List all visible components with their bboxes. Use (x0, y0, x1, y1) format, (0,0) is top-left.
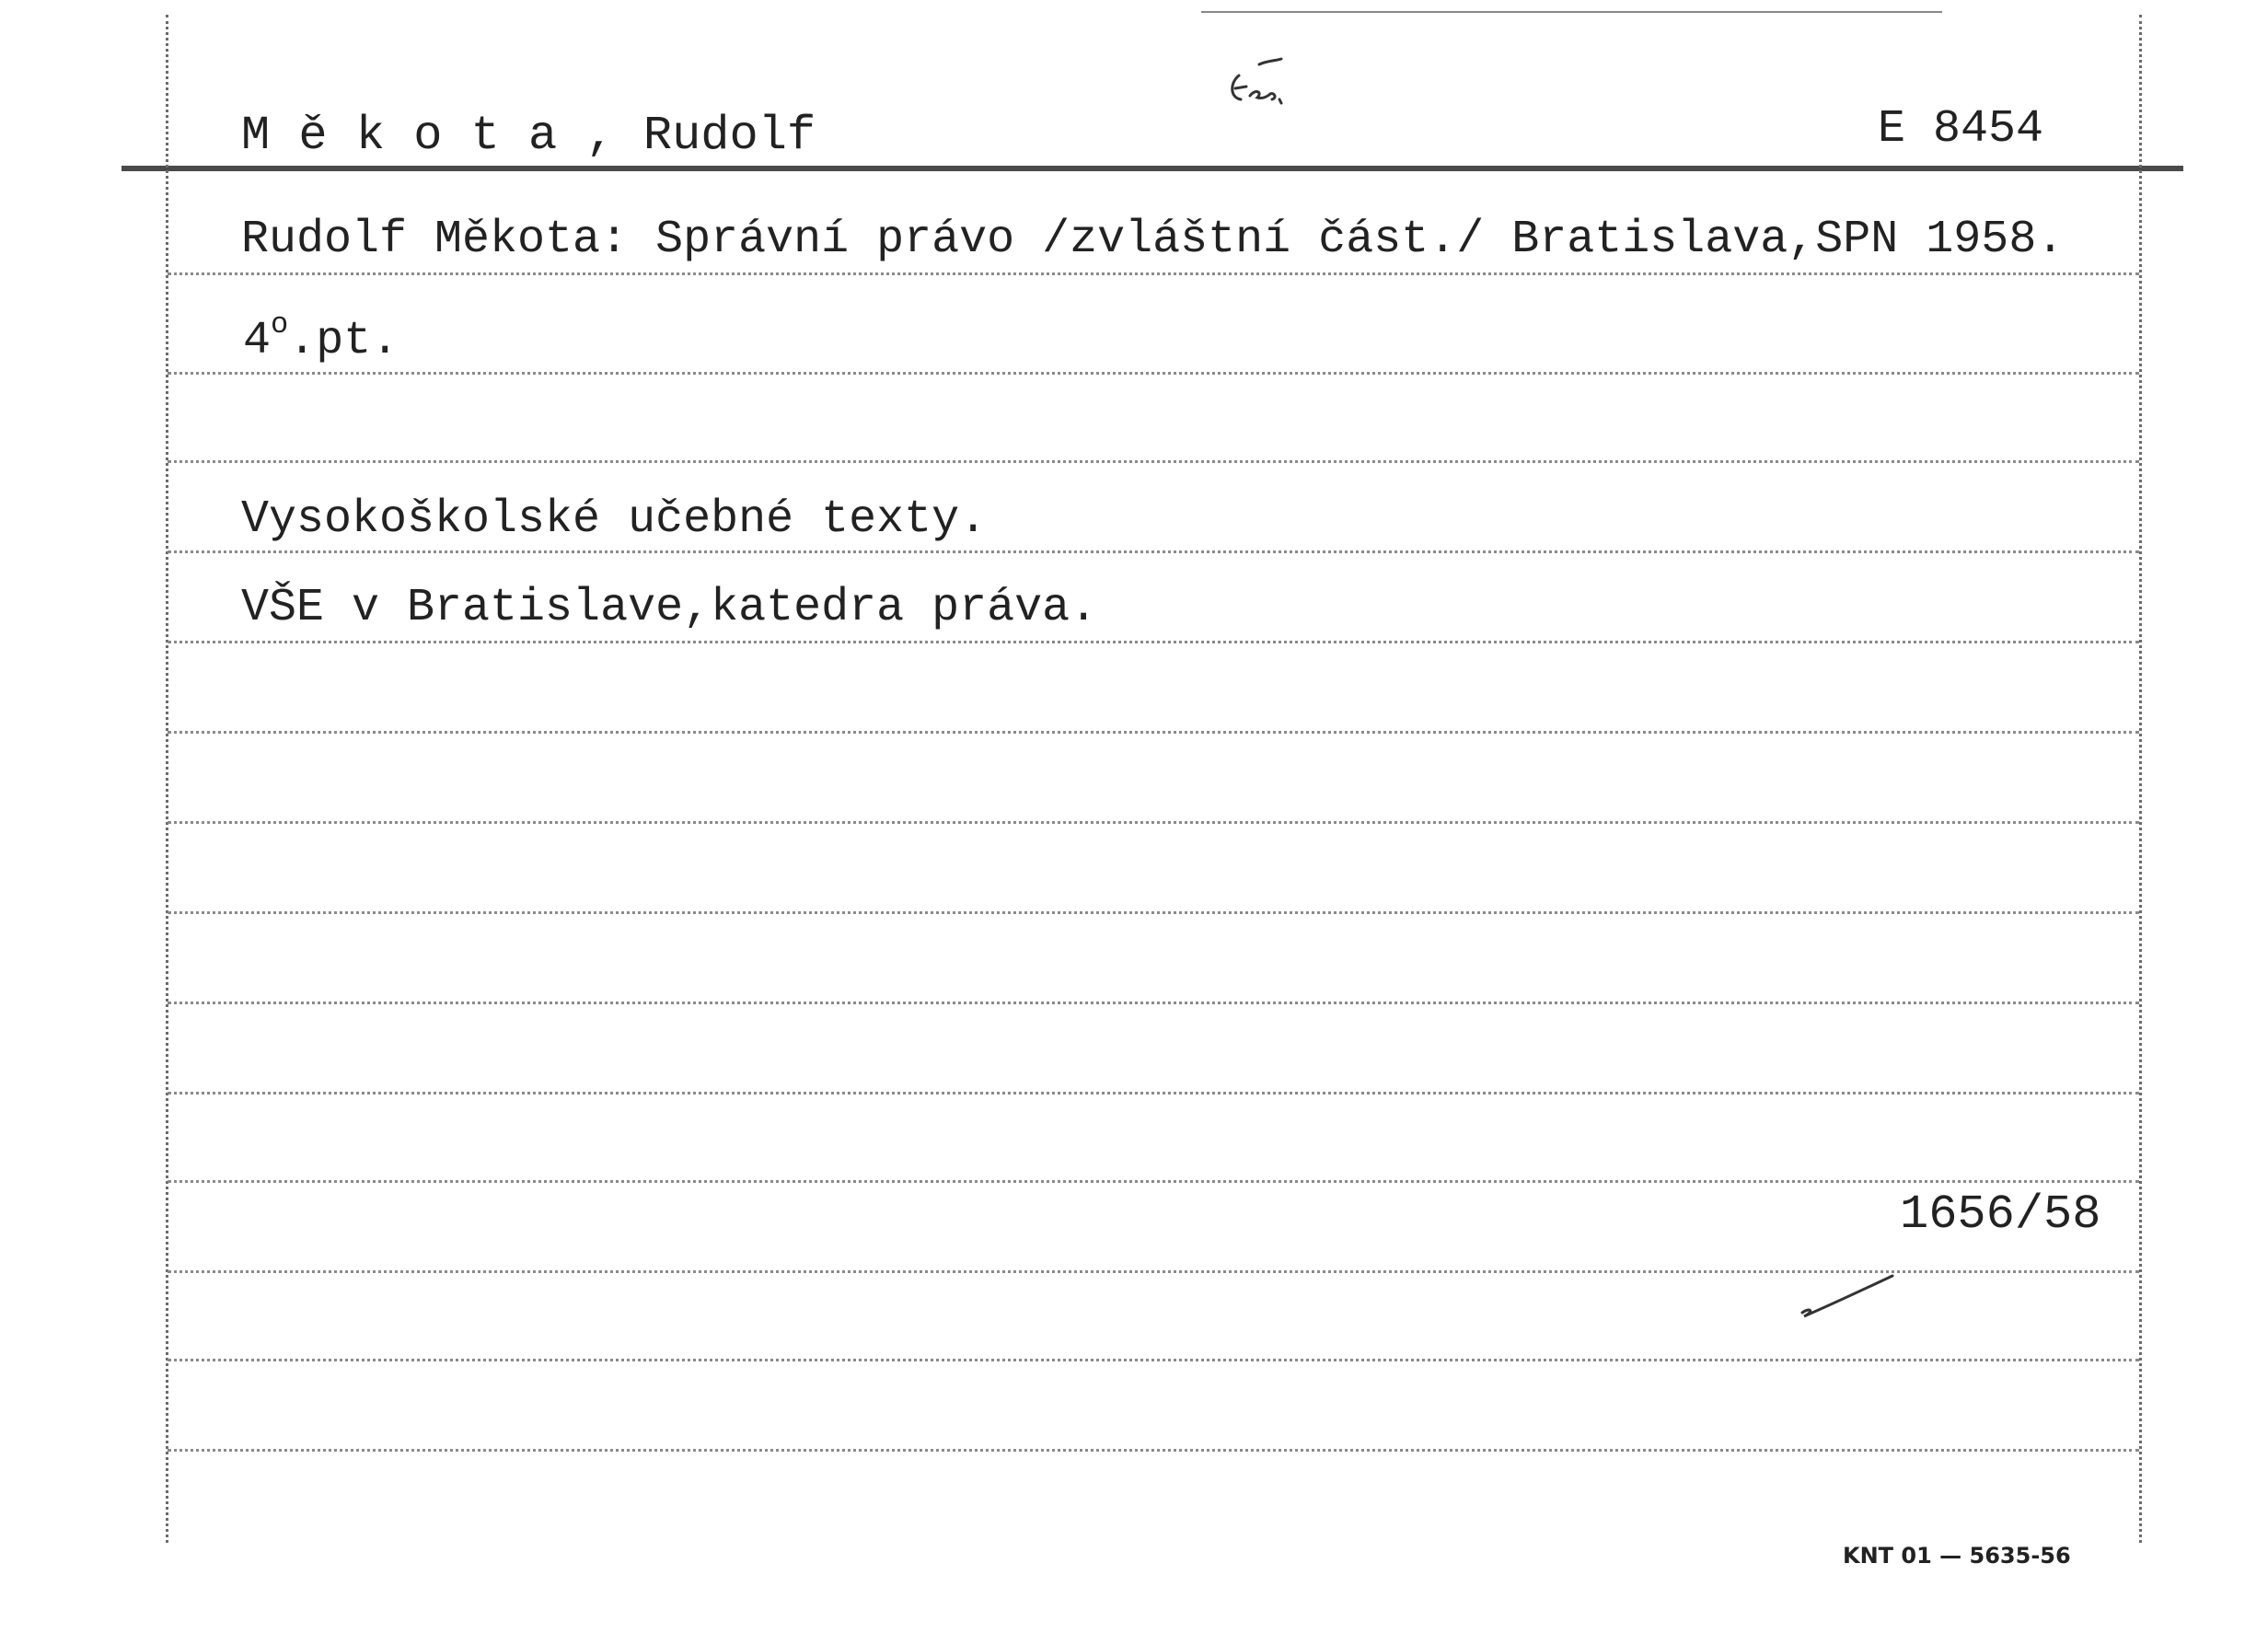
ruled-line (168, 1002, 2139, 1004)
ruled-line (168, 641, 2139, 643)
ruled-line (168, 911, 2139, 914)
ruled-line (168, 1092, 2139, 1094)
ruled-line (168, 821, 2139, 824)
call-number: E 8454 (1878, 103, 2044, 156)
bibliographic-entry: Rudolf Měkota: Správní právo /zvláštní část./ Bratislava,SPN 1958. (241, 214, 2065, 266)
format-base: 4 (243, 315, 272, 367)
ruled-line (168, 1180, 2139, 1183)
heading-underline (122, 166, 2183, 171)
ruled-line (168, 731, 2139, 734)
ruled-line (168, 272, 2139, 275)
handwritten-note-icon (1222, 55, 1305, 120)
ruled-line (168, 1359, 2139, 1361)
format-superscript: o (271, 307, 289, 342)
left-margin-line (166, 15, 168, 1543)
ruled-line (168, 372, 2139, 375)
right-margin-line (2139, 15, 2142, 1543)
form-code: KNT 01 — 5635-56 (1843, 1543, 2071, 1569)
ruled-line (168, 550, 2139, 553)
author-heading: M ě k o t a , Rudolf (241, 109, 816, 163)
format-statement (243, 307, 399, 367)
top-divider (1201, 11, 1942, 13)
accession-number: 1656/58 (1900, 1187, 2101, 1242)
ruled-line (168, 1449, 2139, 1452)
format-suffix: .pt. (288, 315, 399, 367)
series-statement: Vysokoškolské učebné texty. (241, 493, 988, 546)
ruled-line (168, 460, 2139, 463)
institution-note: VŠE v Bratislave,katedra práva. (241, 582, 1098, 634)
check-mark-icon (1797, 1270, 1898, 1326)
